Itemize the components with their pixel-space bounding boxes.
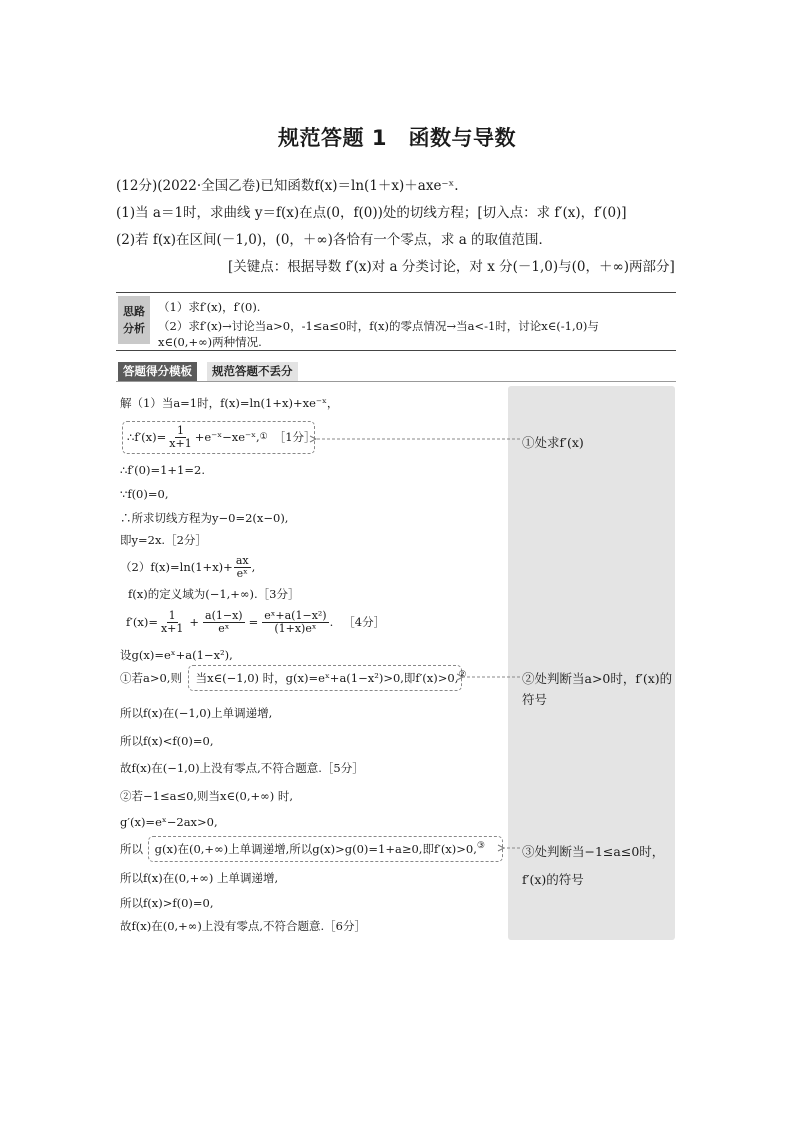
- s2-den: x+1: [169, 436, 192, 450]
- solution-line-15: ②若−1≤a≤0,则当x∈(0,+∞) 时,: [120, 789, 294, 803]
- s9-plus: +: [189, 615, 200, 629]
- solution-line-1: 解（1）当a=1时，f(x)=ln(1+x)+xe⁻ˣ，: [120, 396, 339, 410]
- s2-mark: ①: [259, 432, 268, 442]
- s2-score: ［1分］: [273, 430, 316, 444]
- s2-num: 1: [176, 423, 184, 437]
- solution-line-6: 即y=2x.［2分］: [120, 533, 207, 547]
- s9-f3-den: (1+x)eˣ: [274, 621, 317, 635]
- s7-den: eˣ: [236, 566, 248, 580]
- s2-post: +e⁻ˣ−xe⁻ˣ,: [194, 430, 260, 444]
- s17-mark: ③: [476, 841, 485, 852]
- solution-line-13: 所以f(x)<f(0)=0,: [120, 734, 214, 748]
- solution-line-20: 故f(x)在(0,+∞)上没有零点,不符合题意.［6分］: [120, 919, 367, 933]
- solution-line-19: 所以f(x)>f(0)=0,: [120, 896, 214, 910]
- template-tag: 答题得分模板: [118, 362, 197, 381]
- analysis-line-3: x∈(0,+∞)两种情况.: [158, 335, 262, 349]
- s9-pre: f′(x)=: [126, 615, 158, 629]
- s17-pre: 所以: [120, 842, 143, 856]
- analysis-label-line-1: 思路: [123, 305, 145, 318]
- s7-post: ,: [251, 560, 256, 574]
- s9-score: ［4分］: [343, 615, 386, 629]
- solution-line-10: 设g(x)=eˣ+a(1−x²),: [120, 648, 233, 662]
- problem-line-3: (2)若 f(x)在区间(－1,0)，(0，＋∞)各恰有一个零点，求 a 的取值范围．: [116, 232, 553, 248]
- template-subtag: 规范答题不丢分: [207, 362, 298, 381]
- s11-box-text: 当x∈(−1,0) 时，g(x)=eˣ+a(1−x²)>0,即f′(x)>0,: [195, 671, 459, 685]
- s11-pre: ①若a>0,则: [120, 671, 182, 685]
- solution-line-12: 所以f(x)在(−1,0)上单调递增,: [120, 706, 273, 720]
- s17-box-text: g(x)在(0,+∞)上单调递增,所以g(x)>g(0)=1+a≥0,即f′(x)>0,: [154, 842, 477, 856]
- solution-line-8: f(x)的定义域为(−1,+∞).［3分］: [128, 587, 300, 601]
- note-3-line-2: f′(x)的符号: [522, 872, 584, 887]
- problem-line-2: (1)当 a＝1时，求曲线 y＝f(x)在点(0，f(0))处的切线方程；[切入点：求 f′(x)，f′(0)]: [116, 205, 627, 221]
- key-point: [关键点：根据导数 f′(x)对 a 分类讨论，对 x 分(－1,0)与(0，＋∞)两部分]: [228, 259, 675, 275]
- note-1: ①处求f′(x): [522, 435, 584, 450]
- s9-f1-den: x+1: [160, 621, 184, 635]
- page-title: 规范答题 1 函数与导数: [278, 126, 516, 150]
- s9-f3-num: eˣ+a(1−x²): [264, 608, 327, 622]
- s9-f2-den: eˣ: [218, 621, 230, 635]
- note-3-line-1: ③处判断当−1≤a≤0时，: [522, 844, 665, 859]
- problem-line-1: (12分)(2022·全国乙卷)已知函数f(x)＝ln(1＋x)＋axe⁻ˣ.: [116, 178, 459, 194]
- solution-line-14: 故f(x)在(−1,0)上没有零点,不符合题意.［5分］: [120, 761, 364, 775]
- solution-line-16: g′(x)=eˣ−2ax>0,: [120, 815, 218, 829]
- s9-f1-num: 1: [168, 608, 176, 622]
- solution-line-4: ∵f(0)=0,: [120, 487, 169, 501]
- s7-num: ax: [235, 553, 249, 567]
- s2-pre: ∴f′(x)=: [127, 430, 167, 444]
- s7-pre: （2）f(x)=ln(1+x)+: [120, 560, 233, 574]
- analysis-line-2: （2）求f′(x)→讨论当a>0，-1≤a≤0时，f(x)的零点情况→当a<-1时，讨论x∈(-1,0)与: [158, 319, 599, 333]
- s9-f2-num: a(1−x): [205, 608, 243, 622]
- s11-mark: ②: [458, 670, 467, 681]
- solution-line-18: 所以f(x)在(0,+∞) 上单调递增,: [120, 871, 279, 885]
- note-2-line-2: 符号: [522, 692, 548, 707]
- analysis-line-1: （1）求f′(x)，f′(0).: [158, 300, 261, 314]
- solution-line-3: ∴f′(0)=1+1=2.: [120, 463, 205, 477]
- s9-eq: =: [248, 615, 259, 629]
- analysis-label-line-2: 分析: [123, 322, 145, 335]
- note-2-line-1: ②处判断当a>0时，f′(x)的: [522, 671, 673, 686]
- solution-line-5: ∴所求切线方程为y−0=2(x−0),: [120, 511, 289, 525]
- s9-post: .: [329, 615, 334, 629]
